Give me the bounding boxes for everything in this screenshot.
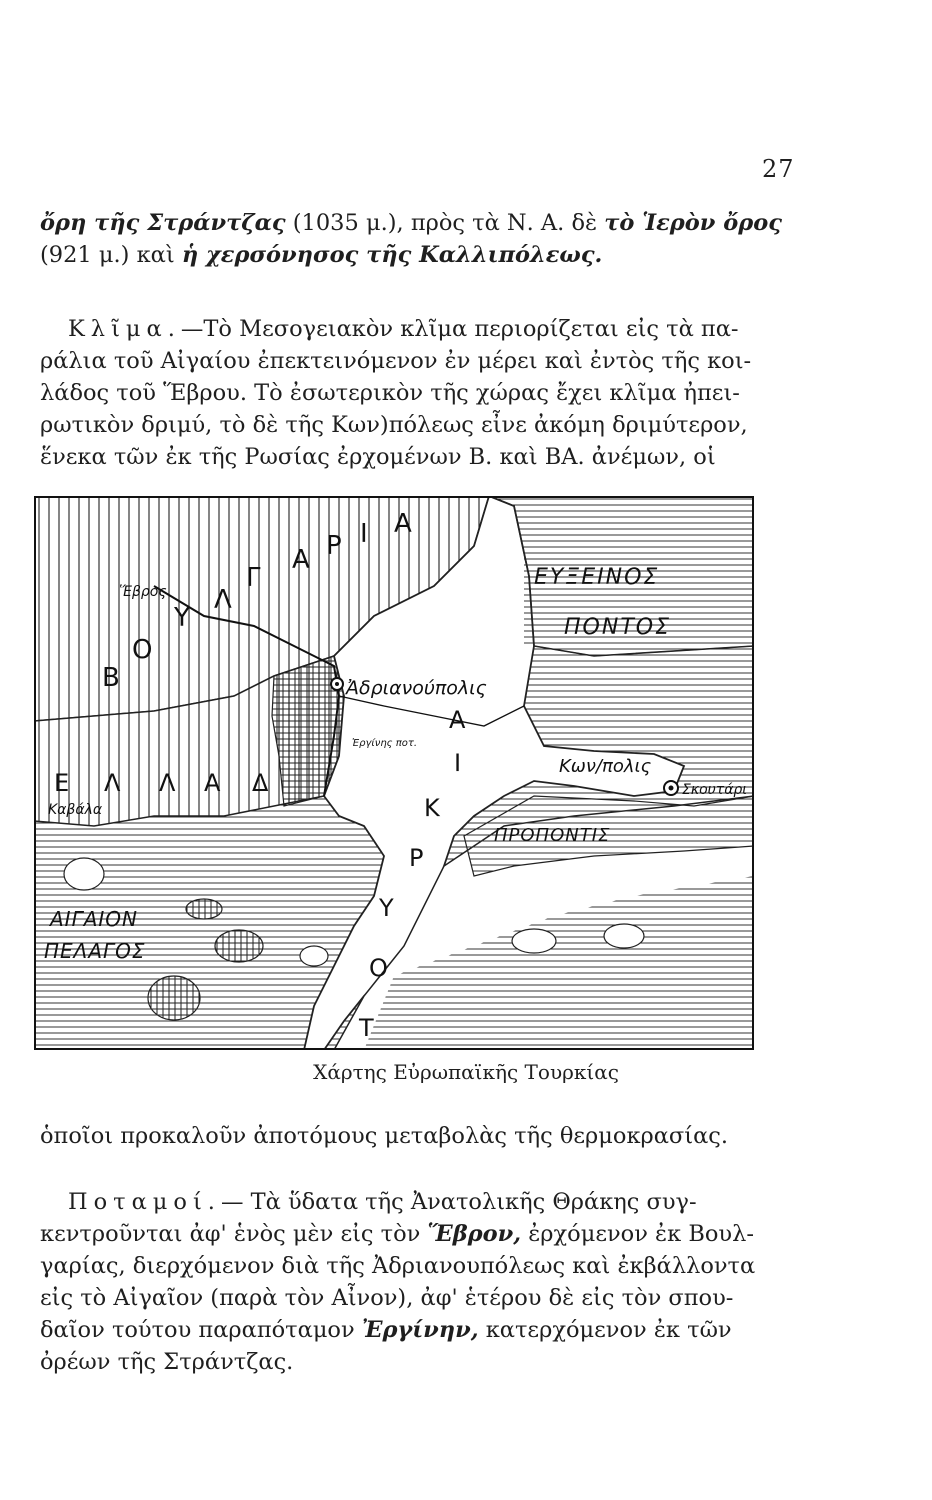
climate-heading: Κλῖμα. (68, 316, 181, 342)
map-svg (34, 496, 754, 1050)
rivers-line-1 (40, 1186, 760, 1218)
rivers-line-2 (40, 1218, 760, 1250)
after-map-line: ὁποῖοι προκαλοῦν ἀποτόμους μεταβολὰς τῆς θερμοκρασίας. (40, 1123, 729, 1149)
climate-line-3: λάδος τοῦ Ἕβρου. Τὸ ἐσωτερικὸν τῆς χώρας ἔχει κλῖμα ἠπει- (40, 380, 740, 406)
label-pelagos: ΠΕΛΑΓΟΣ (44, 939, 146, 963)
intro-text-2: (921 μ.) καὶ (40, 242, 182, 268)
label-bulgaria-8: Ι (360, 519, 368, 549)
rivers-line-6: ὀρέων τῆς Στράντζας. (40, 1349, 294, 1375)
adrianople-dot (335, 682, 339, 686)
intro-line-2 (40, 239, 760, 271)
label-turkey-k: Κ (424, 794, 440, 822)
label-evros: Ἕβρος (119, 584, 167, 600)
label-greece-2: Λ (104, 769, 121, 797)
rivers-ergini: Ἐργίνην, (361, 1317, 479, 1343)
label-greece-3: Λ (159, 769, 176, 797)
skoutari-dot (669, 786, 674, 791)
island-a (64, 858, 104, 890)
label-euxinos: ΕΥΞΕΙΝΟΣ (534, 565, 660, 590)
label-bulgaria-5: Γ (246, 563, 261, 593)
label-bulgaria-9: Α (394, 509, 412, 539)
label-skoutari: Σκουτάρι (682, 782, 748, 798)
label-thrace-a: Α (449, 706, 466, 734)
label-bulgaria-7: Ρ (326, 531, 342, 561)
after-map-paragraph (40, 1120, 760, 1152)
label-turkey-y: Υ (379, 894, 394, 922)
island-b (604, 924, 644, 948)
label-greece-1: Ε (54, 769, 70, 797)
label-ergini: Ἐργίνης ποτ. (352, 738, 418, 749)
rivers-line-5 (40, 1314, 760, 1346)
climate-text-1: —Τὸ Μεσογειακὸν κλῖμα περιορίζεται εἰς τὰ πα- (180, 316, 739, 342)
climate-line-2: ράλια τοῦ Αἰγαίου ἐπεκτεινόμενον ἐν μέρει καὶ ἐντὸς τῆς κοι- (40, 348, 752, 374)
intro-line-1 (40, 207, 782, 239)
climate-paragraph (40, 313, 760, 473)
rivers-text-5a: δαῖον τούτου παραπόταμον (40, 1317, 362, 1343)
rivers-line-4: εἰς τὸ Αἰγαῖον (παρὰ τὸν Αἶνον), ἀφ' ἑτέρου δὲ εἰς τὸν σπου- (40, 1285, 734, 1311)
rivers-heading: Ποταμοί. (68, 1189, 221, 1215)
label-bulgaria-6: Α (292, 545, 310, 575)
island-lemnos (148, 976, 200, 1020)
intro-italic-3: ἡ χερσόνησος τῆς Καλλιπόλεως. (181, 242, 603, 268)
climate-line-1 (40, 313, 760, 345)
label-konpolis: Κων/πολις (559, 756, 652, 777)
climate-line-5: ἕνεκα τῶν ἐκ τῆς Ρωσίας ἐρχομένων Β. καὶ ΒΑ. ἀνέμων, οἱ (40, 444, 716, 470)
label-greece-4: Α (204, 769, 221, 797)
rivers-paragraph (40, 1186, 760, 1378)
label-kavala: Καβάλα (48, 802, 103, 818)
label-bulgaria-4: Λ (214, 585, 232, 615)
rivers-text-2c: ἐρχόμενον ἐκ Βουλ- (521, 1221, 754, 1247)
label-bulgaria-3: Υ (174, 603, 190, 633)
intro-italic-2: τὸ Ἱερὸν ὄρος (604, 210, 782, 236)
label-greece-5: Δ (252, 769, 269, 797)
island-samothraki (215, 930, 263, 962)
intro-italic-1: ὄρη τῆς Στράντζας (40, 210, 286, 236)
map-caption: Χάρτης Εὐρωπαϊκῆς Τουρκίας (313, 1060, 619, 1084)
rivers-text-1: — Τὰ ὕδατα τῆς Ἀνατολικῆς Θράκης συγ- (220, 1189, 697, 1215)
rivers-evros: Ἕβρον, (427, 1221, 522, 1247)
label-turkey-o: Ο (369, 954, 388, 982)
page-number: 27 (762, 155, 795, 183)
label-turkey-i: Ι (454, 749, 462, 777)
climate-line-4: ρωτικὸν δριμύ, τὸ δὲ τῆς Κων)πόλεως εἶνε ἀκόμη δριμύτερον, (40, 412, 748, 438)
island-marmara (512, 929, 556, 953)
map-figure (34, 496, 754, 1050)
label-propontis: ΠΡΟΠΟΝΤΙΣ (494, 825, 611, 846)
intro-text-1: (1035 μ.), πρὸς τὰ Ν. Α. δὲ (285, 210, 605, 236)
label-adrianoupolis: Ἀδριανούπολις (346, 677, 487, 699)
rivers-line-3: γαρίας, διερχόμενον διὰ τῆς Ἀδριανουπόλεως καὶ ἐκβάλλοντα (40, 1253, 756, 1279)
island-thasos (186, 899, 222, 919)
label-pontos: ΠΟΝΤΟΣ (564, 615, 671, 640)
label-turkey-r: Ρ (409, 844, 424, 872)
label-bulgaria-1: Β (102, 663, 120, 693)
island-imbros (300, 946, 328, 966)
rivers-text-5c: κατερχόμενον ἐκ τῶν (478, 1317, 732, 1343)
intro-paragraph (40, 207, 782, 271)
rivers-text-2a: κεντροῦνται ἀφ' ἑνὸς μὲν εἰς τὸν (40, 1221, 428, 1247)
label-bulgaria-2: Ο (132, 635, 153, 665)
label-turkey-t: Τ (359, 1014, 374, 1042)
label-aigaion: ΑΙΓΑΙΟΝ (50, 907, 139, 931)
